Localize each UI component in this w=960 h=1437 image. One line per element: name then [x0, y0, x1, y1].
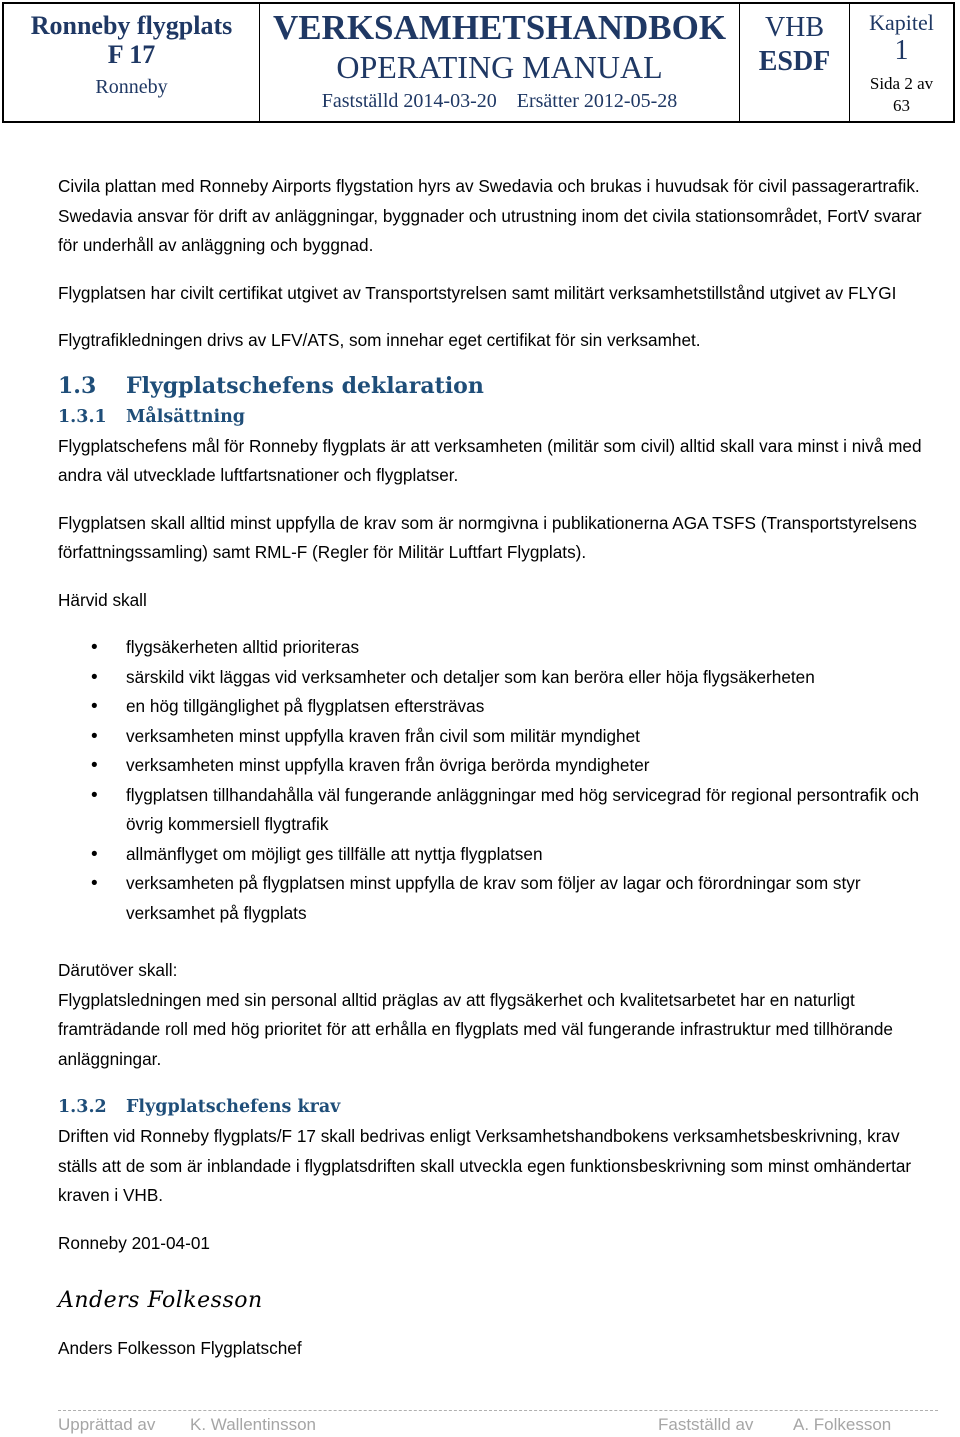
list-item: • verksamheten minst uppfylla kraven från övriga berörda myndigheter: [58, 751, 928, 781]
list-item: • särskild vikt läggas vid verksamheter och detaljer som kan beröra eller höja flygsäkerheten: [58, 663, 928, 693]
paragraph-atc: Flygtrafikledningen drivs av LFV/ATS, som innehar eget certifikat för sin verksamhet.: [58, 330, 701, 350]
handwritten-signature: Anders Folkesson: [58, 1288, 263, 1313]
page-label: Sida 2 av: [869, 74, 934, 93]
subsection-heading-1-3-1: [58, 402, 928, 432]
chapter-number: 1: [894, 35, 909, 66]
org-name: Ronneby flygplats: [30, 11, 233, 40]
paragraph-goal: Flygplatschefens mål för Ronneby flygplats är att verksamheten (militär som civil) alltid skall vara minst i nivå med andra väl utvecklade luftfartsnationer och flygplatser.: [58, 435, 922, 485]
document-footer: [58, 1410, 938, 1437]
header-title-cell: [260, 4, 740, 121]
header-org-cell: [4, 4, 260, 121]
list-item: • flygplatsen tillhandahålla väl fungerande anläggningar med hög servicegrad för regional persontrafik och övrig kommersiell flygtrafik: [58, 781, 928, 840]
list-item: • verksamheten minst uppfylla kraven från civil som militär myndighet: [58, 722, 928, 752]
subsection-title: Målsättning: [126, 406, 246, 427]
document-subtitle: OPERATING MANUAL: [336, 49, 663, 85]
paragraph-civil-plattan: Civila plattan med Ronneby Airports flygstation hyrs av Swedavia och brukas i huvudsak för civil passagerartrafik. Swedavia ansvar för drift av anläggningar, byggnader och utrustning inom det civila stationsområdet, FortV svarar för underhåll av anläggning och byggnad.: [58, 176, 922, 255]
prepared-label: Upprättad av: [58, 1415, 156, 1434]
unit-name: F 17: [107, 40, 156, 69]
paragraph-certificate: Flygplatsen har civilt certifikat utgivet av Transportstyrelsen samt militärt verksamhetstillstånd utgivet av FLYGI: [58, 282, 897, 303]
section-number: 1.3: [58, 372, 97, 399]
date-line: Ronneby 201-04-01: [58, 1232, 210, 1253]
signer-line: Anders Folkesson Flygplatschef: [58, 1338, 302, 1358]
subsection-heading-1-3-2: [58, 1092, 928, 1122]
paragraph-darutover: Därutöver skall:: [58, 960, 178, 980]
section-heading-1-3: [58, 370, 928, 402]
doc-code-esdf: ESDF: [758, 46, 831, 77]
header-chapter-cell: [850, 4, 953, 121]
chapter-label: Kapitel: [869, 10, 934, 35]
bullet-list: [58, 633, 928, 928]
list-item: • allmänflyget om möjligt ges tillfälle att nyttja flygplatsen: [58, 840, 928, 870]
paragraph-harvid: Härvid skall: [58, 589, 147, 610]
page-total: 63: [893, 96, 910, 115]
prepared-by: K. Wallentinsson: [190, 1415, 316, 1434]
approved-label: Fastställd av: [658, 1415, 754, 1434]
document-title: VERKSAMHETSHANDBOK: [272, 8, 727, 47]
list-item: • en hög tillgänglighet på flygplatsen eftersträvas: [58, 692, 928, 722]
list-item: • flygsäkerheten alltid prioriteras: [58, 633, 928, 663]
subsection-title: Flygplatschefens krav: [126, 1097, 341, 1117]
location-name: Ronneby: [95, 76, 168, 98]
document-header: [2, 2, 955, 123]
paragraph-requirements: Flygplatsen skall alltid minst uppfylla de krav som är normgivna i publikationerna AGA TSFS (Transportstyrelsens författningssamling) samt RML-F (Regler för Militär Luftfart Flygplats).: [58, 512, 917, 562]
document-body: [58, 172, 928, 1364]
established-date: Fastställd 2014-03-20: [321, 90, 497, 112]
approved-by: A. Folkesson: [793, 1415, 892, 1434]
paragraph-operations: Driften vid Ronneby flygplats/F 17 skall bedrivas enligt Verksamhetshandbokens verksamhetsbeskrivning, krav ställs att de som är inblandade i flygplatsdriften skall utveckla egen funktionsbeskrivning som minst omhändertar kraven i VHB.: [58, 1126, 912, 1205]
doc-code-vhb: VHB: [764, 12, 825, 43]
replaces-date: Ersätter 2012-05-28: [516, 90, 678, 112]
subsection-number: 1.3.1: [58, 406, 107, 427]
paragraph-management: Flygplatsledningen med sin personal alltid präglas av att flygsäkerhet och kvalitetsarbetet har en naturligt framträdande roll med hög prioritet för att erhålla en flygplats med väl fungerande infrastruktur med tillhörande anläggningar.: [58, 989, 893, 1069]
header-code-cell: [740, 4, 850, 121]
section-title: Flygplatschefens deklaration: [126, 372, 484, 399]
subsection-number: 1.3.2: [58, 1097, 107, 1117]
list-item: • verksamheten på flygplatsen minst uppfylla de krav som följer av lagar och förordningar som styr verksamhet på flygplats: [58, 869, 928, 928]
document-dates: [260, 88, 739, 114]
